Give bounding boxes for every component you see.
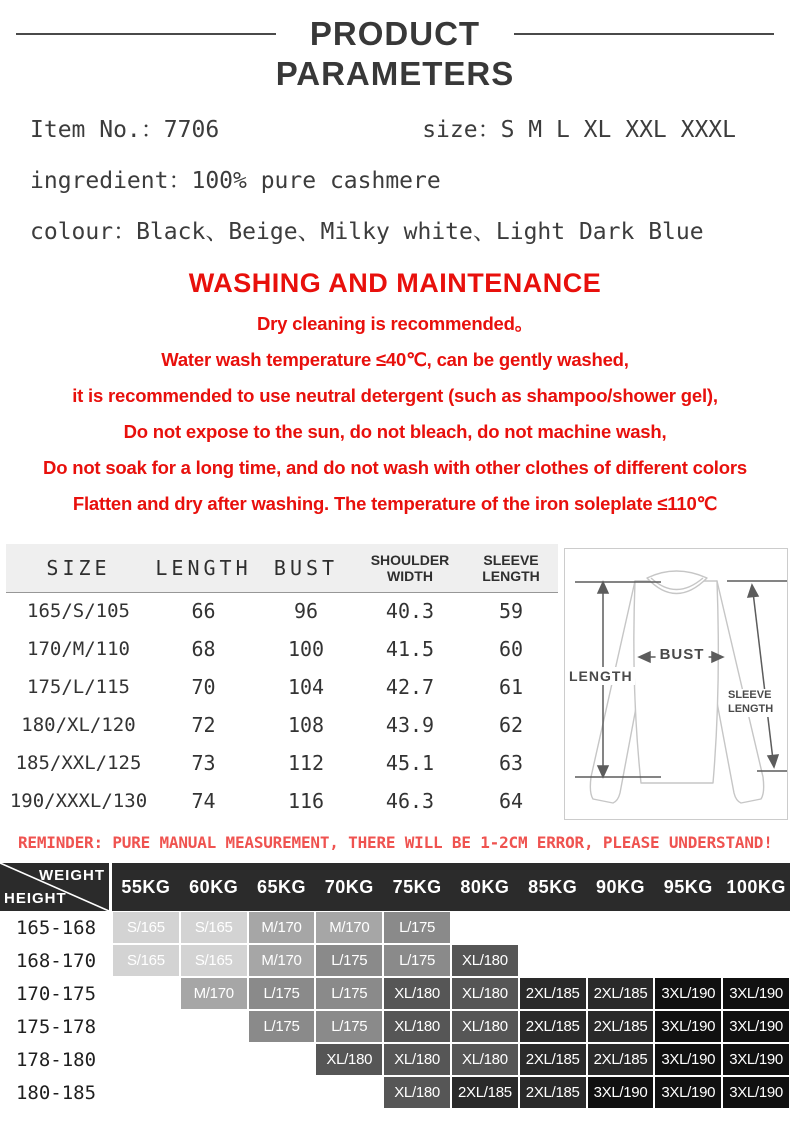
ingredient: ingredient：100% pure cashmere	[30, 168, 441, 194]
empty-cell	[248, 1043, 316, 1076]
torso	[634, 581, 718, 783]
measurement-cell: 73	[191, 751, 216, 775]
measurement-cell: 70	[191, 675, 216, 699]
size-recommendation-cell: L/175	[315, 977, 383, 1010]
weight-column-header: 55KG	[112, 863, 180, 911]
size-recommendation-cell: 2XL/185	[519, 1076, 587, 1109]
size-recommendation-cell: 2XL/185	[519, 1043, 587, 1076]
item-size-row	[30, 115, 760, 166]
size-recommendation-cell: 2XL/185	[587, 1010, 655, 1043]
sleeve-arrow-line	[753, 592, 773, 760]
sleeve-arrowhead-bottom	[768, 755, 778, 767]
height-row-label: 175-178	[0, 1010, 112, 1043]
size-recommendation-cell: 3XL/190	[654, 1076, 722, 1109]
title-block	[0, 0, 790, 92]
garment-measurement-diagram	[564, 548, 788, 820]
size-cell: 175/L/115	[27, 676, 130, 698]
height-row-label: 165-168	[0, 911, 112, 944]
corner-height-label: HEIGHT	[4, 890, 67, 907]
page-title-line-2: PARAMETERS	[275, 55, 515, 92]
size-recommendation-cell: L/175	[248, 1010, 316, 1043]
empty-cell	[722, 944, 790, 977]
measurement-cell: 108	[287, 713, 325, 737]
size-cell: 165/S/105	[27, 600, 130, 623]
empty-cell	[248, 1076, 316, 1109]
measurement-cell: 96	[293, 599, 319, 624]
size-recommendation-cell: XL/180	[451, 1043, 519, 1076]
empty-cell	[112, 977, 180, 1010]
height-row-label: 178-180	[0, 1043, 112, 1076]
weight-column-header: 85KG	[519, 863, 587, 911]
empty-cell	[180, 1076, 248, 1109]
measurement-cell: 100	[287, 637, 325, 661]
column-size: SIZE	[6, 544, 151, 592]
washing-line: it is recommended to use neutral detergent (such as shampoo/shower gel),	[72, 385, 718, 406]
size-recommendation-cell: XL/180	[315, 1043, 383, 1076]
empty-cell	[112, 1010, 180, 1043]
measurement-cell: 60	[498, 637, 524, 661]
size-table-row	[6, 592, 558, 630]
item-number: Item No.：7706	[30, 117, 220, 143]
height-weight-size-chart	[0, 863, 790, 1109]
weight-column-header: 95KG	[654, 863, 722, 911]
washing-line: Do not soak for a long time, and do not wash with other clothes of different colors	[43, 457, 747, 478]
length-label: LENGTH	[569, 668, 633, 684]
empty-cell	[722, 911, 790, 944]
size-table-header-row	[6, 544, 558, 592]
empty-cell	[519, 911, 587, 944]
column-sleeve-length: SLEEVE LENGTH	[464, 544, 558, 592]
column-bust: BUST	[256, 544, 356, 592]
size-table-row	[6, 630, 558, 668]
size-table-body	[6, 592, 558, 820]
size-recommendation-cell: L/175	[383, 911, 451, 944]
measurement-cell: 66	[191, 599, 216, 624]
washing-title: WASHING AND MAINTENANCE	[188, 268, 602, 298]
size-recommendation-cell: XL/180	[451, 977, 519, 1010]
size-recommendation-cell: L/175	[383, 944, 451, 977]
measurement-cell: 68	[191, 637, 216, 661]
washing-line: Water wash temperature ≤40℃, can be gently washed,	[161, 349, 629, 370]
measurement-cell: 62	[498, 713, 524, 737]
matrix-corner-cell	[0, 863, 112, 911]
measurement-cell: 43.9	[385, 713, 435, 737]
size-cell: 190/XXXL/130	[9, 790, 148, 812]
empty-cell	[587, 911, 655, 944]
size-recommendation-cell: M/170	[315, 911, 383, 944]
empty-cell	[654, 911, 722, 944]
weight-column-header: 65KG	[248, 863, 316, 911]
height-row-label: 180-185	[0, 1076, 112, 1109]
size-recommendation-cell: 3XL/190	[654, 1010, 722, 1043]
product-info	[0, 92, 790, 247]
size-recommendation-cell: XL/180	[451, 944, 519, 977]
size-recommendation-cell: S/165	[180, 911, 248, 944]
washing-line: Flatten and dry after washing. The temperature of the iron soleplate ≤110℃	[72, 493, 718, 514]
page-title-line-1: PRODUCT	[309, 15, 481, 52]
size-recommendation-cell: XL/180	[451, 1010, 519, 1043]
measurement-cell: 74	[191, 789, 216, 813]
size-recommendation-cell: 3XL/190	[722, 977, 790, 1010]
corner-weight-label: WEIGHT	[39, 867, 105, 884]
measurement-cell: 42.7	[385, 675, 435, 699]
size-recommendation-cell: M/170	[180, 977, 248, 1010]
size-recommendation-cell: XL/180	[383, 977, 451, 1010]
title-rule-right	[514, 33, 774, 35]
measurement-cell: 61	[498, 675, 524, 699]
measurement-cell: 104	[287, 675, 325, 699]
empty-cell	[112, 1076, 180, 1109]
size-recommendation-cell: S/165	[180, 944, 248, 977]
empty-cell	[451, 911, 519, 944]
size-recommendation-cell: 3XL/190	[654, 1043, 722, 1076]
column-shoulder-width: SHOULDER WIDTH	[356, 544, 464, 592]
height-row-label: 170-175	[0, 977, 112, 1010]
washing-line: Dry cleaning is recommended。	[256, 313, 534, 334]
measurement-cell: 116	[287, 789, 325, 813]
measurement-cell: 41.5	[385, 637, 435, 661]
size-recommendation-cell: 2XL/185	[519, 1010, 587, 1043]
size-recommendation-cell: 2XL/185	[587, 977, 655, 1010]
washing-line: Do not expose to the sun, do not bleach, do not machine wash,	[123, 421, 667, 442]
size-recommendation-cell: L/175	[315, 1010, 383, 1043]
weight-column-header: 75KG	[383, 863, 451, 911]
height-row-label: 168-170	[0, 944, 112, 977]
title-rule-left	[16, 33, 276, 35]
empty-cell	[112, 1043, 180, 1076]
weight-column-header: 60KG	[180, 863, 248, 911]
size-table-row	[6, 782, 558, 820]
size-table	[6, 544, 558, 820]
measurement-cell: 59	[498, 599, 524, 624]
empty-cell	[587, 944, 655, 977]
empty-cell	[519, 944, 587, 977]
weight-column-header: 80KG	[451, 863, 519, 911]
size-cell: 170/M/110	[27, 638, 130, 660]
column-length: LENGTH	[151, 544, 256, 592]
size-recommendation-cell: 3XL/190	[587, 1076, 655, 1109]
weight-column-header: 90KG	[587, 863, 655, 911]
empty-cell	[654, 944, 722, 977]
bust-label: BUST	[656, 646, 709, 663]
measurement-cell: 63	[498, 751, 524, 775]
washing-section	[0, 268, 790, 522]
weight-column-header: 70KG	[315, 863, 383, 911]
size-recommendation-cell: M/170	[248, 944, 316, 977]
measurement-cell: 46.3	[385, 789, 435, 813]
empty-cell	[180, 1043, 248, 1076]
measurement-cell: 40.3	[385, 599, 435, 624]
colour-options: colour：Black、Beige、Milky white、Light Dark Blue	[30, 219, 704, 245]
size-recommendation-cell: XL/180	[383, 1010, 451, 1043]
measurement-cell: 45.1	[385, 751, 435, 775]
empty-cell	[180, 1010, 248, 1043]
size-recommendation-cell: XL/180	[383, 1043, 451, 1076]
size-recommendation-cell: 2XL/185	[451, 1076, 519, 1109]
size-recommendation-cell: 3XL/190	[654, 977, 722, 1010]
size-recommendation-cell: S/165	[112, 911, 180, 944]
empty-cell	[315, 1076, 383, 1109]
size-cell: 180/XL/120	[21, 714, 136, 736]
reminder-text: REMINDER: PURE MANUAL MEASUREMENT, THERE WILL BE 1-2CM ERROR, PLEASE UNDERSTAND!	[18, 833, 773, 852]
size-recommendation-cell: L/175	[248, 977, 316, 1010]
measurement-section	[0, 544, 790, 820]
measurement-cell: 112	[287, 751, 325, 775]
measurement-cell: 64	[498, 789, 524, 813]
size-table-row	[6, 744, 558, 782]
sleeve-length-label: SLEEVE LENGTH	[728, 689, 784, 717]
weight-column-header: 100KG	[722, 863, 790, 911]
size-table-row	[6, 706, 558, 744]
size-recommendation-cell: 3XL/190	[722, 1043, 790, 1076]
size-recommendation-cell: 2XL/185	[587, 1043, 655, 1076]
title-row	[0, 0, 790, 52]
size-recommendation-cell: M/170	[248, 911, 316, 944]
size-recommendation-cell: 2XL/185	[519, 977, 587, 1010]
measurement-cell: 72	[191, 713, 216, 737]
size-recommendation-cell: 3XL/190	[722, 1076, 790, 1109]
length-arrowhead-top	[598, 582, 608, 593]
size-cell: 185/XXL/125	[15, 752, 142, 774]
size-recommendation-cell: S/165	[112, 944, 180, 977]
size-options: size：S M L XL XXL XXXL	[422, 117, 736, 143]
size-table-row	[6, 668, 558, 706]
size-recommendation-cell: XL/180	[383, 1076, 451, 1109]
size-recommendation-cell: L/175	[315, 944, 383, 977]
size-recommendation-cell: 3XL/190	[722, 1010, 790, 1043]
sleeve-arrowhead-top	[748, 585, 758, 597]
